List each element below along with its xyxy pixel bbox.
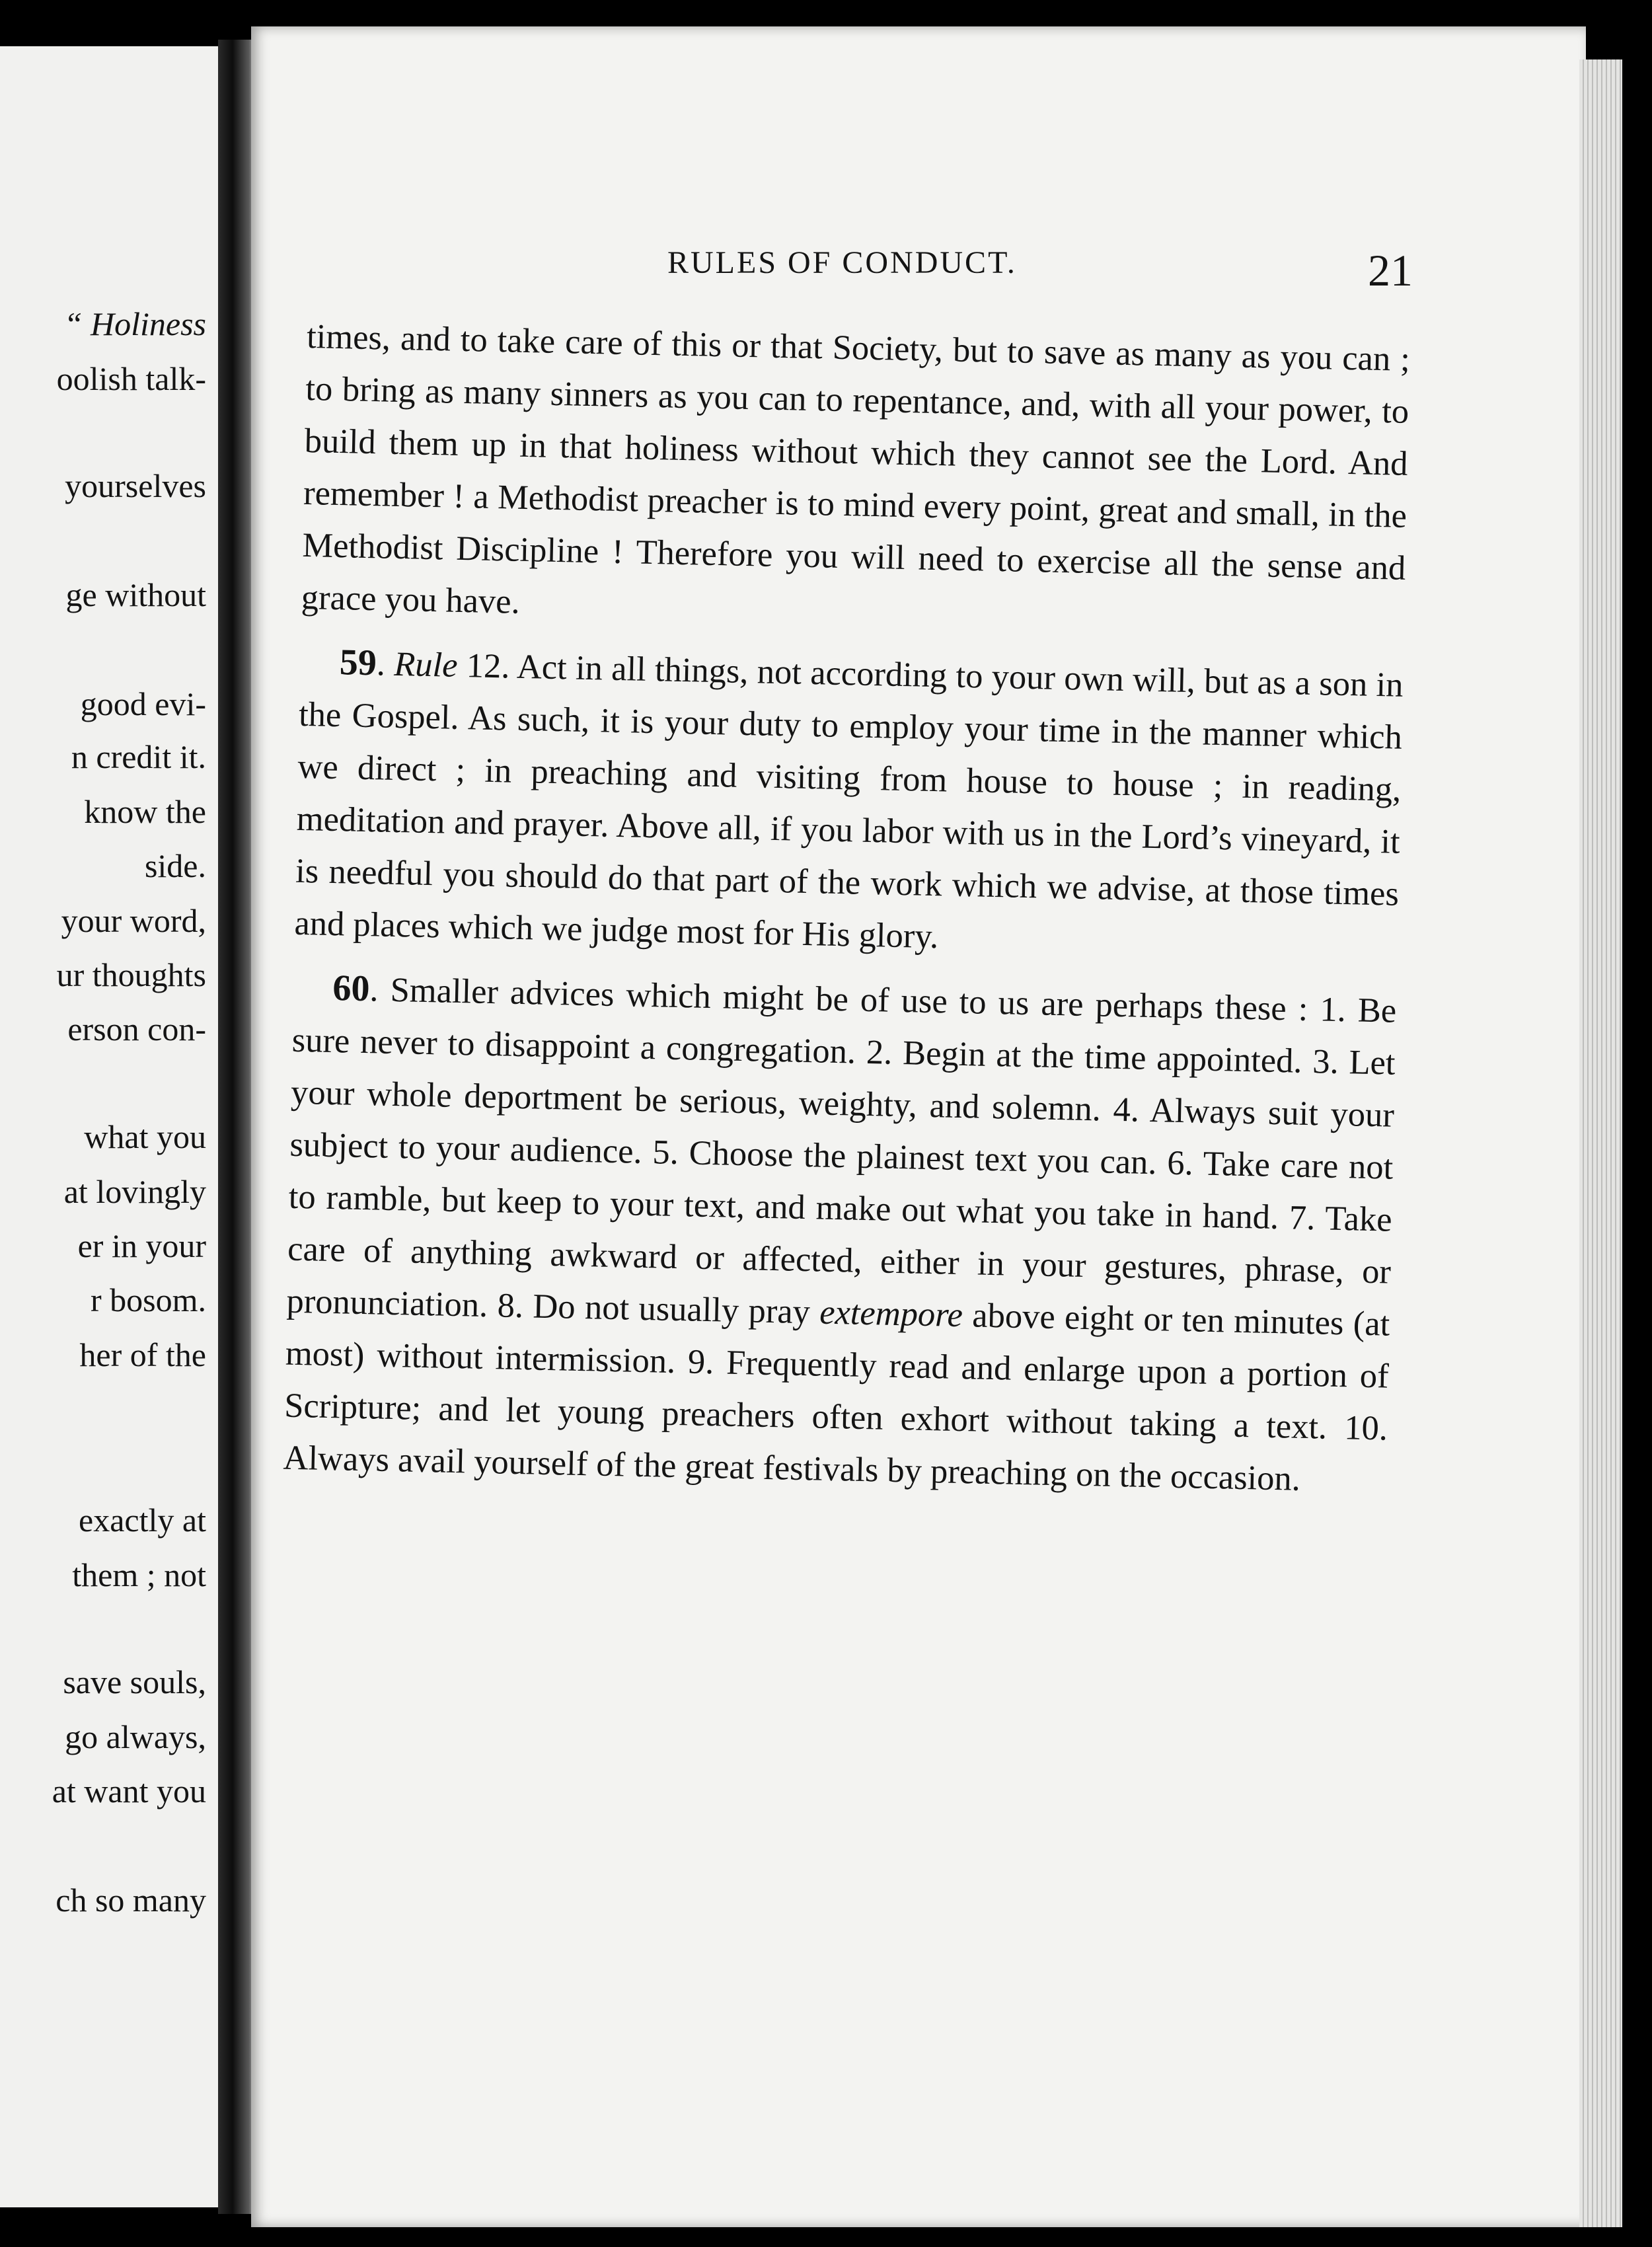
left-page-line: ch so many [56,1882,206,1919]
left-page-line: yourselves [65,467,206,504]
left-page-line: at lovingly [63,1173,206,1210]
left-page-line: good evi- [80,685,206,722]
left-page-line: er in your [77,1227,206,1264]
left-page-line: go always, [65,1718,206,1755]
left-page-line: exactly at [79,1502,206,1539]
left-page-line: erson con- [67,1010,206,1047]
left-page-line: at want you [52,1772,206,1809]
left-page-line: your word, [61,902,206,939]
paragraph-60: 60. Smaller advices which might be of use to us are perhaps these : 1. Be sure never to disappoint a congregation. 2. Begin at the time appointed. 3. Let your whole deportment be serious, weighty, and solemn. 4. Always suit your subject to your audience. 5. Choose the plainest text you can. 6. Take care not to ramble, but keep to your text, and make out what you take in hand. 7. Take care of anything awkward or affected, either in your gestures, phrase, or pronunciation. 8. Do not usually pray extempore above eight or ten minutes (at most) without intermission. 9. Frequently read and enlarge upon a portion of Scripture; and let young preachers often exhort without taking a text. 10. Always avail yourself of the great festivals by preaching on the occasion. [283,968,1397,1498]
left-page-line: her of the [79,1336,206,1373]
running-head: RULES OF CONDUCT. [667,245,1017,280]
page-number: 21 [1368,245,1413,295]
left-page-line: r bosom. [91,1281,206,1318]
left-facing-page [0,46,218,2207]
rule-label: Rule [393,644,459,685]
left-page-line: n credit it. [71,738,206,775]
body-text [283,311,1411,1507]
left-page-line: oolish talk- [56,360,206,397]
paragraph-text: 12. Act in all things, not according to your own will, but as a son in the Gospel. As such, it is your duty to employ your time in the manner which we direct ; in preaching and visiting from house to house ; in reading, meditation and prayer. Above all, if you labor with us in the Lord’s vineyard, it is needful you should do that part of the work which we advise, at those times and places which we judge most for His glory. [293,646,1404,956]
left-page-line: side. [144,847,206,884]
left-page-line: “ Holiness [63,305,206,342]
paragraph-text: Smaller advices which might be of use to us are perhaps these : 1. Be sure never to disappoint a congregation. 2. Begin at the time appointed. 3. Let your whole deportment be serious, weighty, and solemn. 4. Always suit your subject to your audience. 5. Choose the plainest text you can. 6. Take care not to ramble, but keep to your text, and make out what you take in hand. 7. Take care of anything awkward or affected, either in your gestures, phrase, or pronunciation. 8. Do not usually pray [285,970,1397,1332]
left-page-line: what you [84,1118,206,1155]
continuation-paragraph: times, and to take care of this or that Society, but to save as many as you can ; to bring as many sinners as you can to repentance, and, with all your power, to build them up in that holiness without which they cannot see the Lord. And remember ! a Methodist preacher is to mind every point, great and small, in the Methodist Discipline ! Therefore you will need to exercise all the sense and grace you have. [301,317,1411,621]
left-page-line: ge without [65,576,206,613]
paragraph-59: 59. Rule 12. Act in all things, not according to your own will, but as a son in the Gospel. As such, it is your duty to employ your time in the manner which we direct ; in preaching and visiting from house to house ; in reading, meditation and prayer. Above all, if you labor with us in the Lord’s vineyard, it is needful you should do that part of the work which we advise, at those times and places which we judge most for His glory. [293,642,1404,956]
paragraph-number: 59 [339,642,377,684]
paragraph-text: above eight or ten minutes (at most) without intermission. 9. Frequently read and enlarge upon a portion of Scripture; and let young preachers often exhort without taking a text. 10. Always avail yourself of the great festivals by preaching on the occasion. [283,1296,1390,1498]
left-page-line: save souls, [63,1663,206,1700]
left-page-line: know the [84,793,206,830]
paragraph-number: 60 [332,968,371,1010]
left-page-line: them ; not [72,1556,206,1593]
italic-term: extempore [819,1293,963,1335]
book-gutter [218,40,254,2214]
page-edges [1579,59,1622,2227]
left-page-line: ur thoughts [56,956,206,993]
